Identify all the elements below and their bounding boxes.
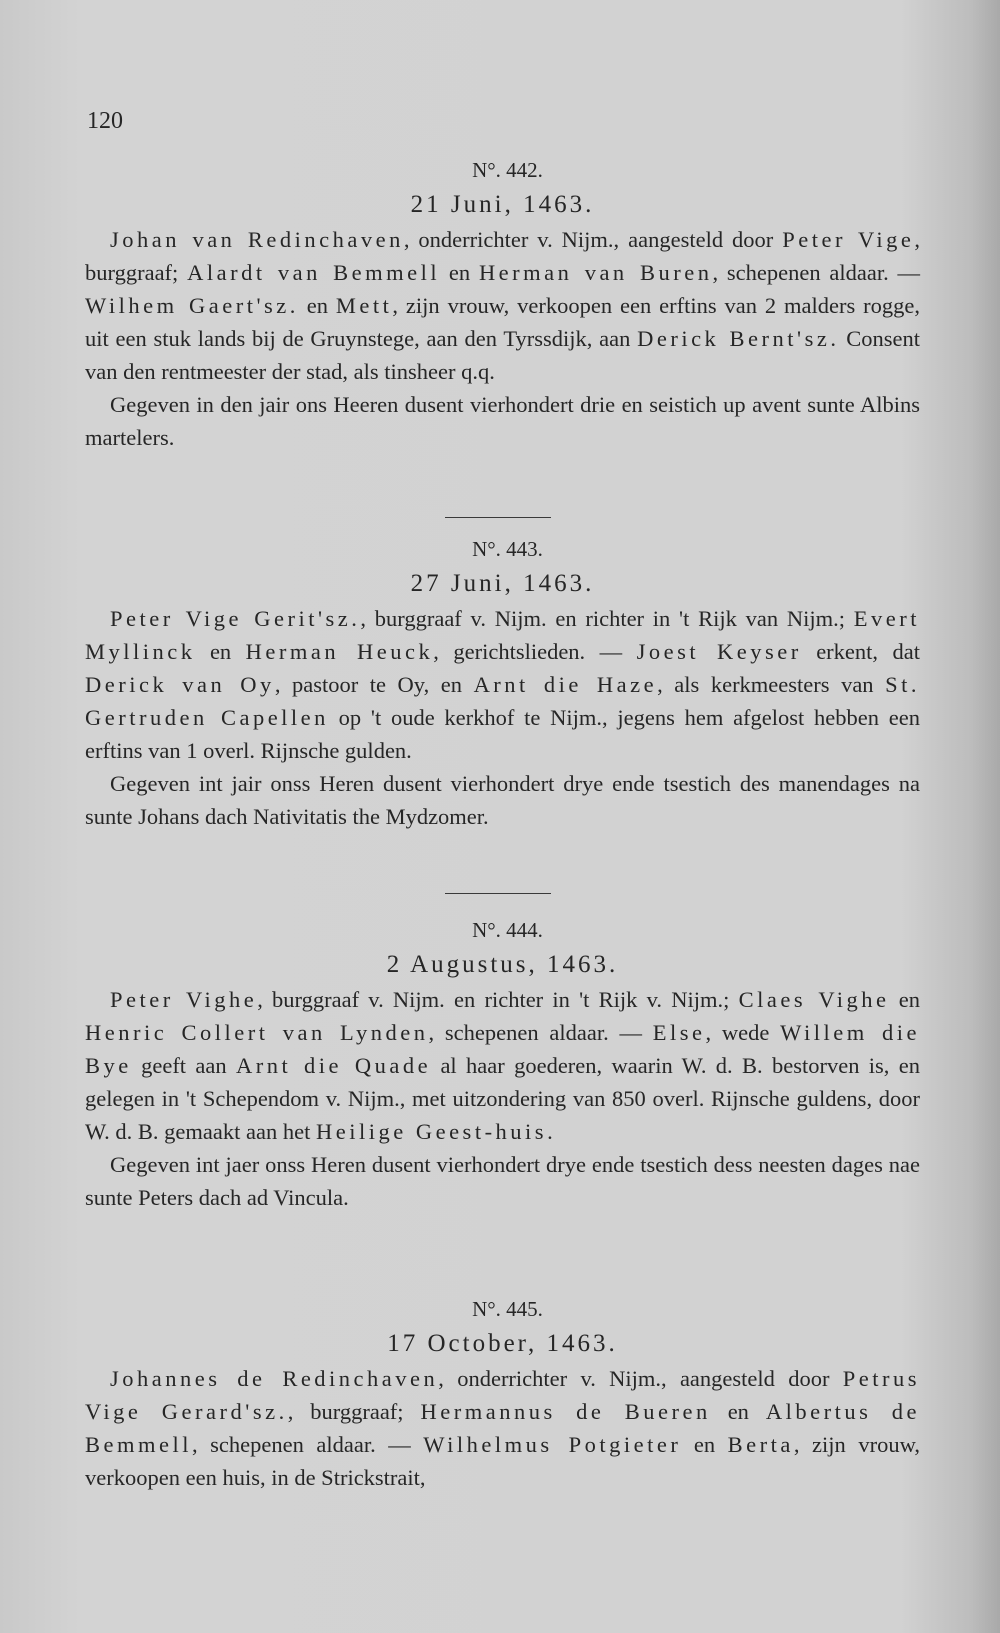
person-name: Mett: [335, 293, 393, 318]
text-run: , zijn vrouw, verkoopen een huis, in de Strickstrait,: [85, 1432, 920, 1490]
entry-closing: Gegeven int jaer onss Heren dusent vierhondert drye ende tsestich dess neesten dages nae sunte Peters dach ad Vincula.: [85, 1152, 920, 1210]
text-run: , pastoor te Oy, en: [274, 672, 474, 697]
person-name: Johan van Redinchaven: [110, 227, 404, 252]
text-run: , burggraaf;: [85, 227, 921, 285]
text-run: en: [889, 987, 920, 1012]
entry-body: [85, 983, 920, 1148]
entry-number: N°. 442.: [472, 158, 543, 182]
text-run: .: [547, 1119, 553, 1144]
entry-date: 2 Augustus, 1463.: [386, 951, 619, 978]
text-run: op 't oude kerkhof te Nijm., jegens hem afgelost hebben een erftins van 1 overl. Rijnsche gulden.: [85, 705, 920, 763]
text-run: , onderrichter v. Nijm., aangesteld door: [438, 1366, 843, 1391]
person-name: St. Gertruden Capellen: [85, 672, 920, 730]
person-name: Herman van Buren: [478, 260, 713, 285]
entry-date: 17 October, 1463.: [387, 1330, 618, 1357]
entry-body: [85, 602, 920, 767]
entry-date: 21 Juni, 1463.: [410, 191, 595, 218]
person-name: Peter Vighe: [110, 987, 258, 1012]
person-name: Arnt die Quade: [235, 1053, 432, 1078]
text-run: , schepenen aldaar. —: [192, 1432, 424, 1457]
person-name: Derick van Oy: [85, 672, 275, 697]
person-name: Evert Myllinck: [85, 606, 920, 664]
text-run: , burggraaf;: [287, 1399, 421, 1424]
text-run: en: [681, 1432, 728, 1457]
entry-body: [85, 1362, 920, 1494]
text-run: erkent, dat: [801, 639, 920, 664]
text-run: , schepenen aldaar. —: [428, 1020, 653, 1045]
text-run: en: [298, 293, 336, 318]
text-run: , onderrichter v. Nijm., aangesteld door: [403, 227, 783, 252]
entry-number: N°. 444.: [472, 918, 543, 942]
text-run: al haar goederen, waarin W. d. B. bestorven is, en gelegen in 't Schependom v. Nijm., met uitzondering van 850 overl. Rijnsche guldens, door W. d. B. gemaakt aan het: [85, 1053, 920, 1144]
entry-444: [85, 918, 920, 1214]
text-run: en: [195, 639, 246, 664]
page-number: 120: [87, 108, 123, 134]
entry-closing: Gegeven int jair onss Heren dusent vierhondert drye ende tsestich des manendages na sunte Johans dach Nativitatis the Mydzomer.: [85, 771, 920, 829]
person-name: Claes Vighe: [738, 987, 890, 1012]
text-run: en: [440, 260, 479, 285]
person-name: Peter Vige: [782, 227, 915, 252]
entry-442: [85, 158, 920, 454]
entry-body: [85, 223, 920, 388]
section-divider: [445, 893, 551, 894]
entry-closing: Gegeven in den jair ons Heeren dusent vierhondert drie en seistich up avent sunte Albins martelers.: [85, 392, 920, 450]
entry-443: [85, 537, 920, 833]
text-run: , burggraaf v. Nijm. en richter in 't Rijk van Nijm.;: [360, 606, 854, 631]
person-name: Joest Keyser: [636, 639, 802, 664]
text-run: Consent van den rentmeester der stad, als tinsheer q.q.: [85, 326, 920, 384]
entry-number: N°. 445.: [472, 1297, 543, 1321]
person-name: Wilhem Gaert'sz.: [85, 293, 299, 318]
person-name: Derick Bernt'sz.: [637, 326, 840, 351]
person-name: Arnt die Haze: [473, 672, 658, 697]
person-name: Wilhelmus Potgieter: [423, 1432, 682, 1457]
section-divider: [445, 517, 551, 518]
entry-date: 27 Juni, 1463.: [410, 570, 595, 597]
person-name: Herman Heuck: [245, 639, 434, 664]
person-name: Else: [652, 1020, 706, 1045]
text-run: , als kerkmeesters van: [657, 672, 886, 697]
person-name: Johannes de Redinchaven: [110, 1366, 439, 1391]
entry-number: N°. 443.: [472, 537, 543, 561]
person-name: Willem die Bye: [85, 1020, 920, 1078]
person-name: Berta: [727, 1432, 794, 1457]
text-run: , zijn vrouw, verkoopen een erftins van 2 malders rogge, uit een stuk lands bij de Gruynstege, aan den Tyrssdijk, aan: [85, 293, 920, 351]
person-name: Hermannus de Bueren: [420, 1399, 711, 1424]
text-run: , gerichtslieden. —: [433, 639, 637, 664]
person-name: Heilige Geest-huis: [315, 1119, 548, 1144]
text-run: en: [710, 1399, 766, 1424]
person-name: Henric Collert van Lynden: [85, 1020, 429, 1045]
person-name: Alardt van Bemmell: [187, 260, 441, 285]
text-run: geeft aan: [131, 1053, 236, 1078]
person-name: Albertus de Bemmell: [85, 1399, 921, 1457]
entry-445: [85, 1297, 920, 1494]
text-run: , wede: [705, 1020, 781, 1045]
person-name: Peter Vige Gerit'sz.: [110, 606, 361, 631]
text-run: , schepenen aldaar. —: [712, 260, 920, 285]
person-name: Petrus Vige Gerard'sz.: [85, 1366, 920, 1424]
text-run: , burggraaf v. Nijm. en richter in 't Rijk v. Nijm.;: [257, 987, 739, 1012]
